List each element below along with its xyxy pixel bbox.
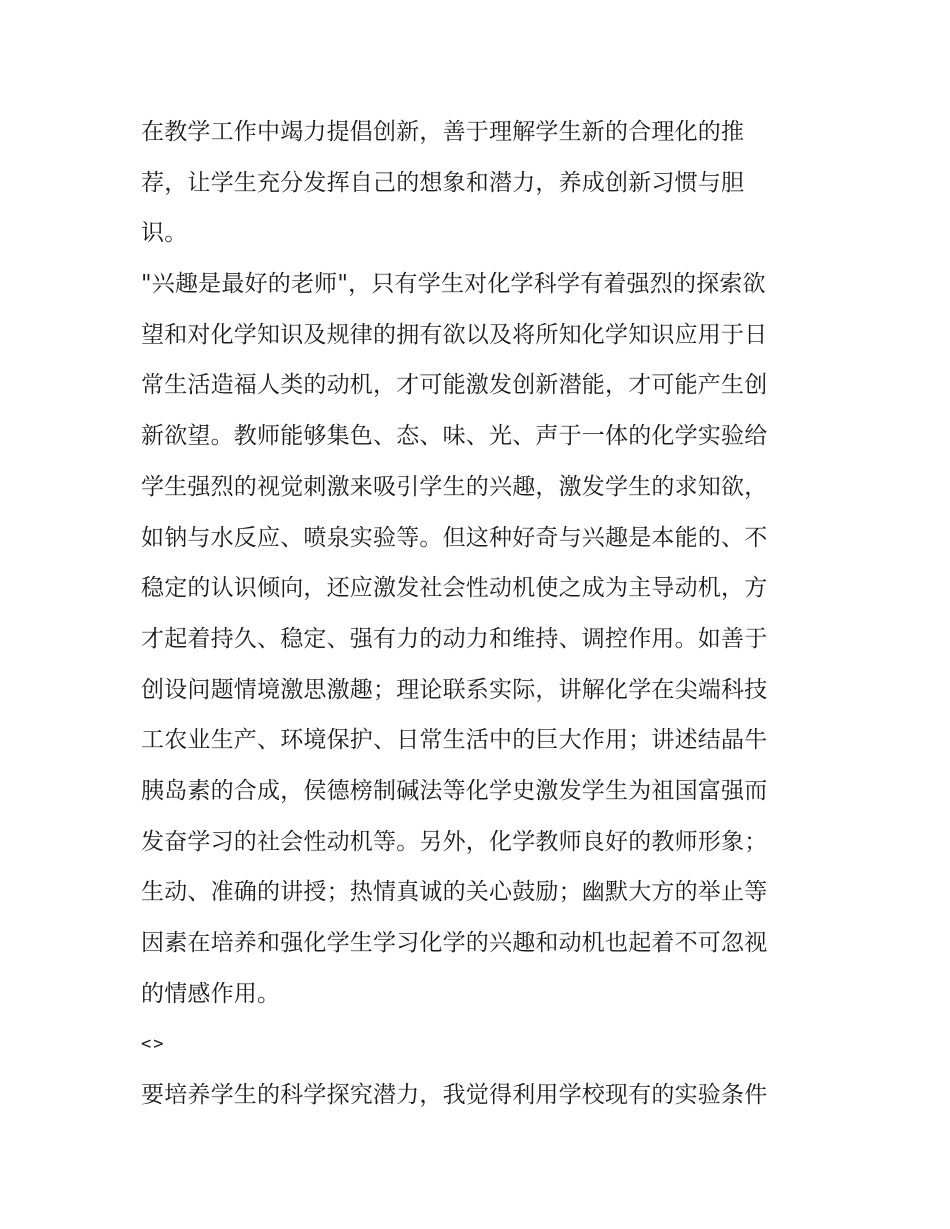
text-line: 的情感作用。 [141,980,281,1007]
text-line: 学生强烈的视觉刺激来吸引学生的兴趣，激发学生的求知欲， [141,473,768,500]
text-line: 荐，让学生充分发挥自己的想象和潜力，养成创新习惯与胆 [141,169,745,196]
text-line: 要培养学生的科学探究潜力，我觉得利用学校现有的实验条件 [141,1082,768,1109]
text-line: 创设问题情境激思激趣；理论联系实际，讲解化学在尖端科技 [141,676,768,703]
text-line: 新欲望。教师能够集色、态、味、光、声于一体的化学实验给 [141,423,768,450]
text-line: 生动、准确的讲授；热情真诚的关心鼓励；幽默大方的举止等 [141,879,768,906]
text-line: 常生活造福人类的动机，才可能激发创新潜能，才可能产生创 [141,372,768,399]
text-line: 望和对化学知识及规律的拥有欲以及将所知化学知识应用于日 [141,321,768,348]
text-line: <> [141,1034,166,1055]
text-line: 如钠与水反应、喷泉实验等。但这种好奇与兴趣是本能的、不 [141,524,768,551]
text-line: 工农业生产、环境保护、日常生活中的巨大作用；讲述结晶牛 [141,727,768,754]
body-text [141,107,816,1121]
text-line: 在教学工作中竭力提倡创新，善于理解学生新的合理化的推 [141,119,745,145]
text-line: 因素在培养和强化学生学习化学的兴趣和动机也起着不可忽视 [141,930,768,956]
text-line: 识。 [141,220,188,247]
text-line: 才起着持久、稳定、强有力的动力和维持、调控作用。如善于 [141,625,768,652]
text-line: "兴趣是最好的老师"，只有学生对化学科学有着强烈的探索欲 [141,271,766,298]
text-line: 稳定的认识倾向，还应激发社会性动机使之成为主导动机，方 [141,575,768,602]
text-line: 发奋学习的社会性动机等。另外，化学教师良好的教师形象； [141,828,768,855]
text-line: 胰岛素的合成，侯德榜制碱法等化学史激发学生为祖国富强而 [141,777,768,804]
